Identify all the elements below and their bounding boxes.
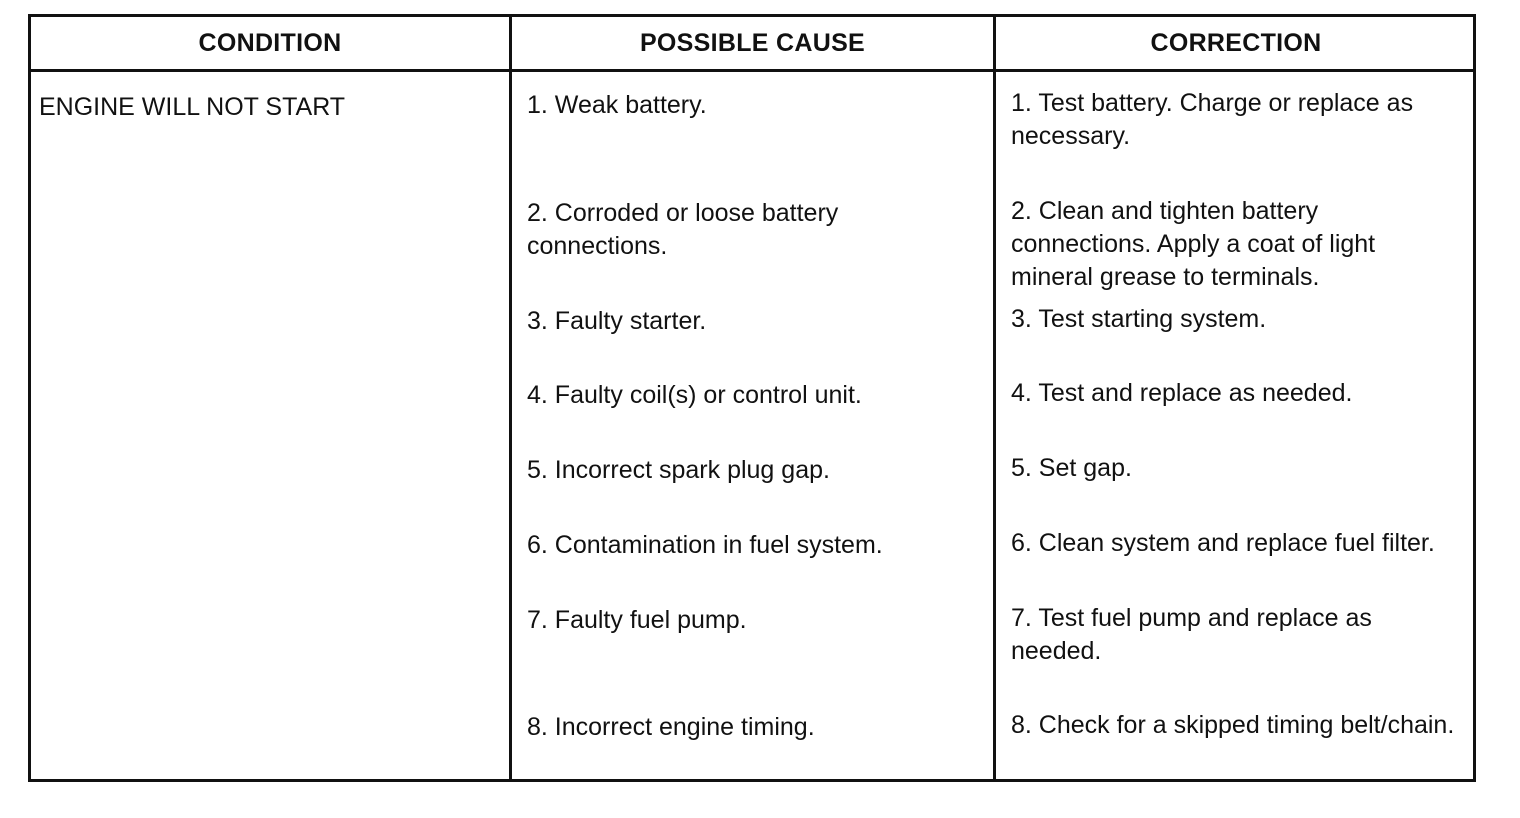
cause-cell: 1. Weak battery. [527,91,707,119]
header-correction: CORRECTION [1150,28,1322,57]
correction-cell: 6. Clean system and replace fuel filter. [1011,529,1435,557]
header-divider [31,69,1473,72]
cause-cell: 5. Incorrect spark plug gap. [527,456,830,484]
cause-cell: 6. Contamination in fuel system. [527,531,883,559]
correction-cell: 8. Check for a skipped timing belt/chain. [1011,711,1455,739]
correction-cell: 1. Test battery. Charge or replace as necessary. [1011,89,1414,150]
correction-cell: 4. Test and replace as needed. [1011,379,1353,407]
cause-cell: 2. Corroded or loose battery connections. [527,199,839,260]
cause-cell: 3. Faulty starter. [527,307,707,335]
troubleshooting-table [28,14,1476,782]
column-divider [993,17,996,779]
cause-cell: 7. Faulty fuel pump. [527,606,747,634]
header-condition: CONDITION [198,28,342,57]
cause-cell: 8. Incorrect engine timing. [527,713,815,741]
cause-cell: 4. Faulty coil(s) or control unit. [527,381,862,409]
correction-cell: 5. Set gap. [1011,454,1132,482]
header-possible-cause: POSSIBLE CAUSE [639,28,866,57]
condition-cell: ENGINE WILL NOT START [39,93,346,121]
correction-cell: 2. Clean and tighten battery connections. Apply a coat of light mineral grease to terminals. [1011,197,1376,291]
correction-cell: 3. Test starting system. [1011,305,1267,333]
correction-cell: 7. Test fuel pump and replace as needed. [1011,604,1372,665]
column-divider [509,17,512,779]
